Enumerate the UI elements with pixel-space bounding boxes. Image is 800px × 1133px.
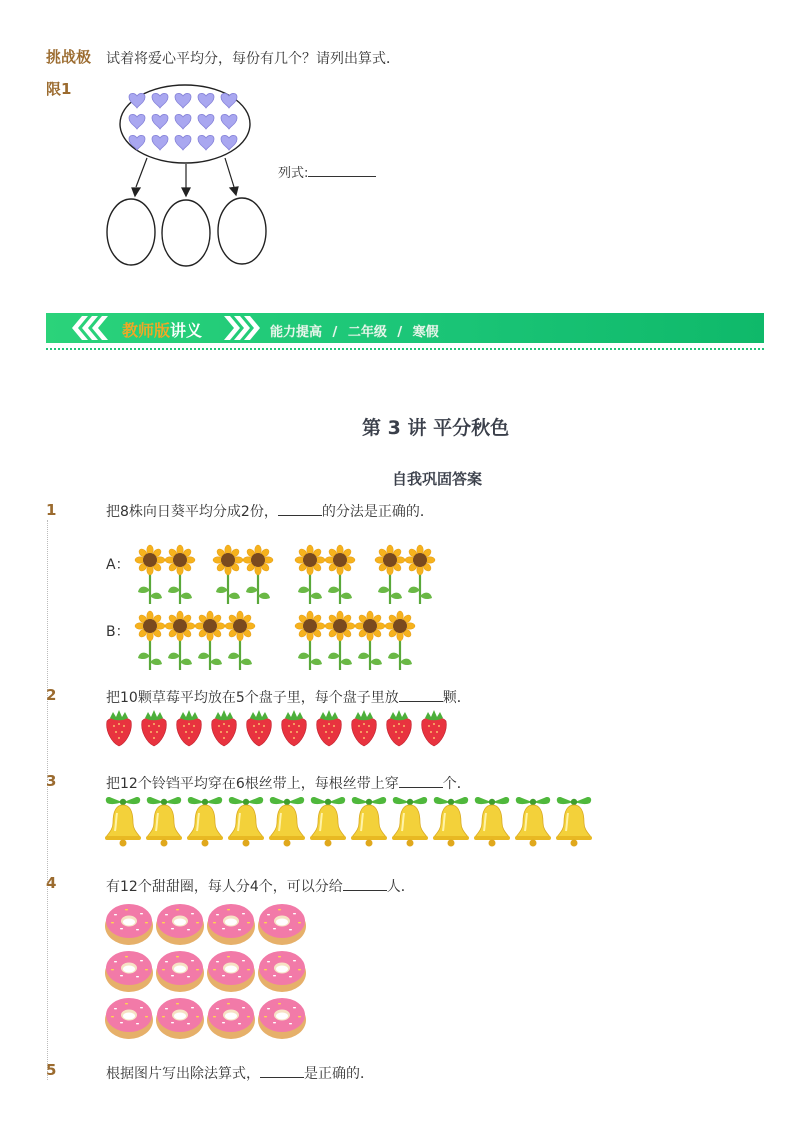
question-number-4: 4 — [46, 874, 57, 892]
answer-blank-4[interactable] — [343, 876, 387, 891]
banner-tag-grade: 二年级 — [347, 325, 387, 340]
donut-icons — [105, 904, 306, 1039]
share-oval-3 — [218, 198, 266, 264]
option-b-label: B： — [106, 624, 130, 640]
share-oval-2 — [162, 200, 210, 266]
question-number-2: 2 — [46, 686, 57, 704]
option-b-sunflower-icons — [135, 611, 415, 670]
option-a-sunflower-icons — [135, 545, 435, 604]
sunflowers-illustration — [130, 540, 450, 670]
banner-tags: 能力提高 / 二年级 / 寒假 — [270, 325, 439, 340]
question-4-text: 有12个甜甜圈，每人分4个，可以分给 人． — [106, 876, 415, 896]
banner-title: 教师版讲义 — [122, 321, 203, 340]
banner-tag-level: 能力提高 — [270, 325, 323, 340]
option-a-label: A： — [106, 557, 130, 573]
share-oval-1 — [107, 199, 155, 265]
challenge-question: 试着将爱心平均分，每份有几个？请列出算式． — [106, 51, 400, 67]
question-number-5: 5 — [46, 1061, 57, 1079]
donuts-illustration — [104, 898, 312, 1040]
question-5-text: 根据图片写出除法算式， 是正确的． — [106, 1063, 374, 1083]
left-rule — [47, 520, 48, 1080]
question-1-text: 把8株向日葵平均分成2份， 的分法是正确的． — [106, 501, 434, 521]
chevron-left-icon — [72, 316, 108, 340]
formula-label: 列式: — [278, 166, 309, 181]
question-2-text: 把10颗草莓平均放在5个盘子里，每个盘子里放 颗． — [106, 687, 471, 707]
banner-tag-term: 寒假 — [412, 325, 439, 340]
strawberry-icons — [107, 710, 447, 746]
answer-blank-5[interactable] — [260, 1063, 304, 1078]
strawberries-illustration — [102, 706, 462, 750]
formula-row — [278, 162, 376, 181]
heart-icons — [129, 93, 237, 150]
answer-blank-1[interactable] — [278, 501, 322, 516]
challenge-label: 挑战极 — [46, 48, 92, 66]
answer-blank-2[interactable] — [399, 687, 443, 702]
bell-icons — [105, 797, 592, 847]
lesson-title: 第 3 讲 平分秋色 — [362, 417, 510, 439]
question-number-3: 3 — [46, 772, 57, 790]
banner-divider — [46, 348, 764, 350]
bells-illustration — [102, 794, 602, 850]
challenge-label-line2: 限1 — [46, 80, 72, 98]
question-number-1: 1 — [46, 501, 57, 519]
answer-blank-3[interactable] — [399, 773, 443, 788]
question-3-text: 把12个铃铛平均穿在6根丝带上，每根丝带上穿 个． — [106, 773, 471, 793]
section-title: 自我巩固答案 — [392, 470, 483, 488]
hearts-division-diagram — [100, 84, 280, 274]
chevron-right-icon — [224, 316, 260, 340]
formula-blank[interactable] — [308, 162, 376, 177]
